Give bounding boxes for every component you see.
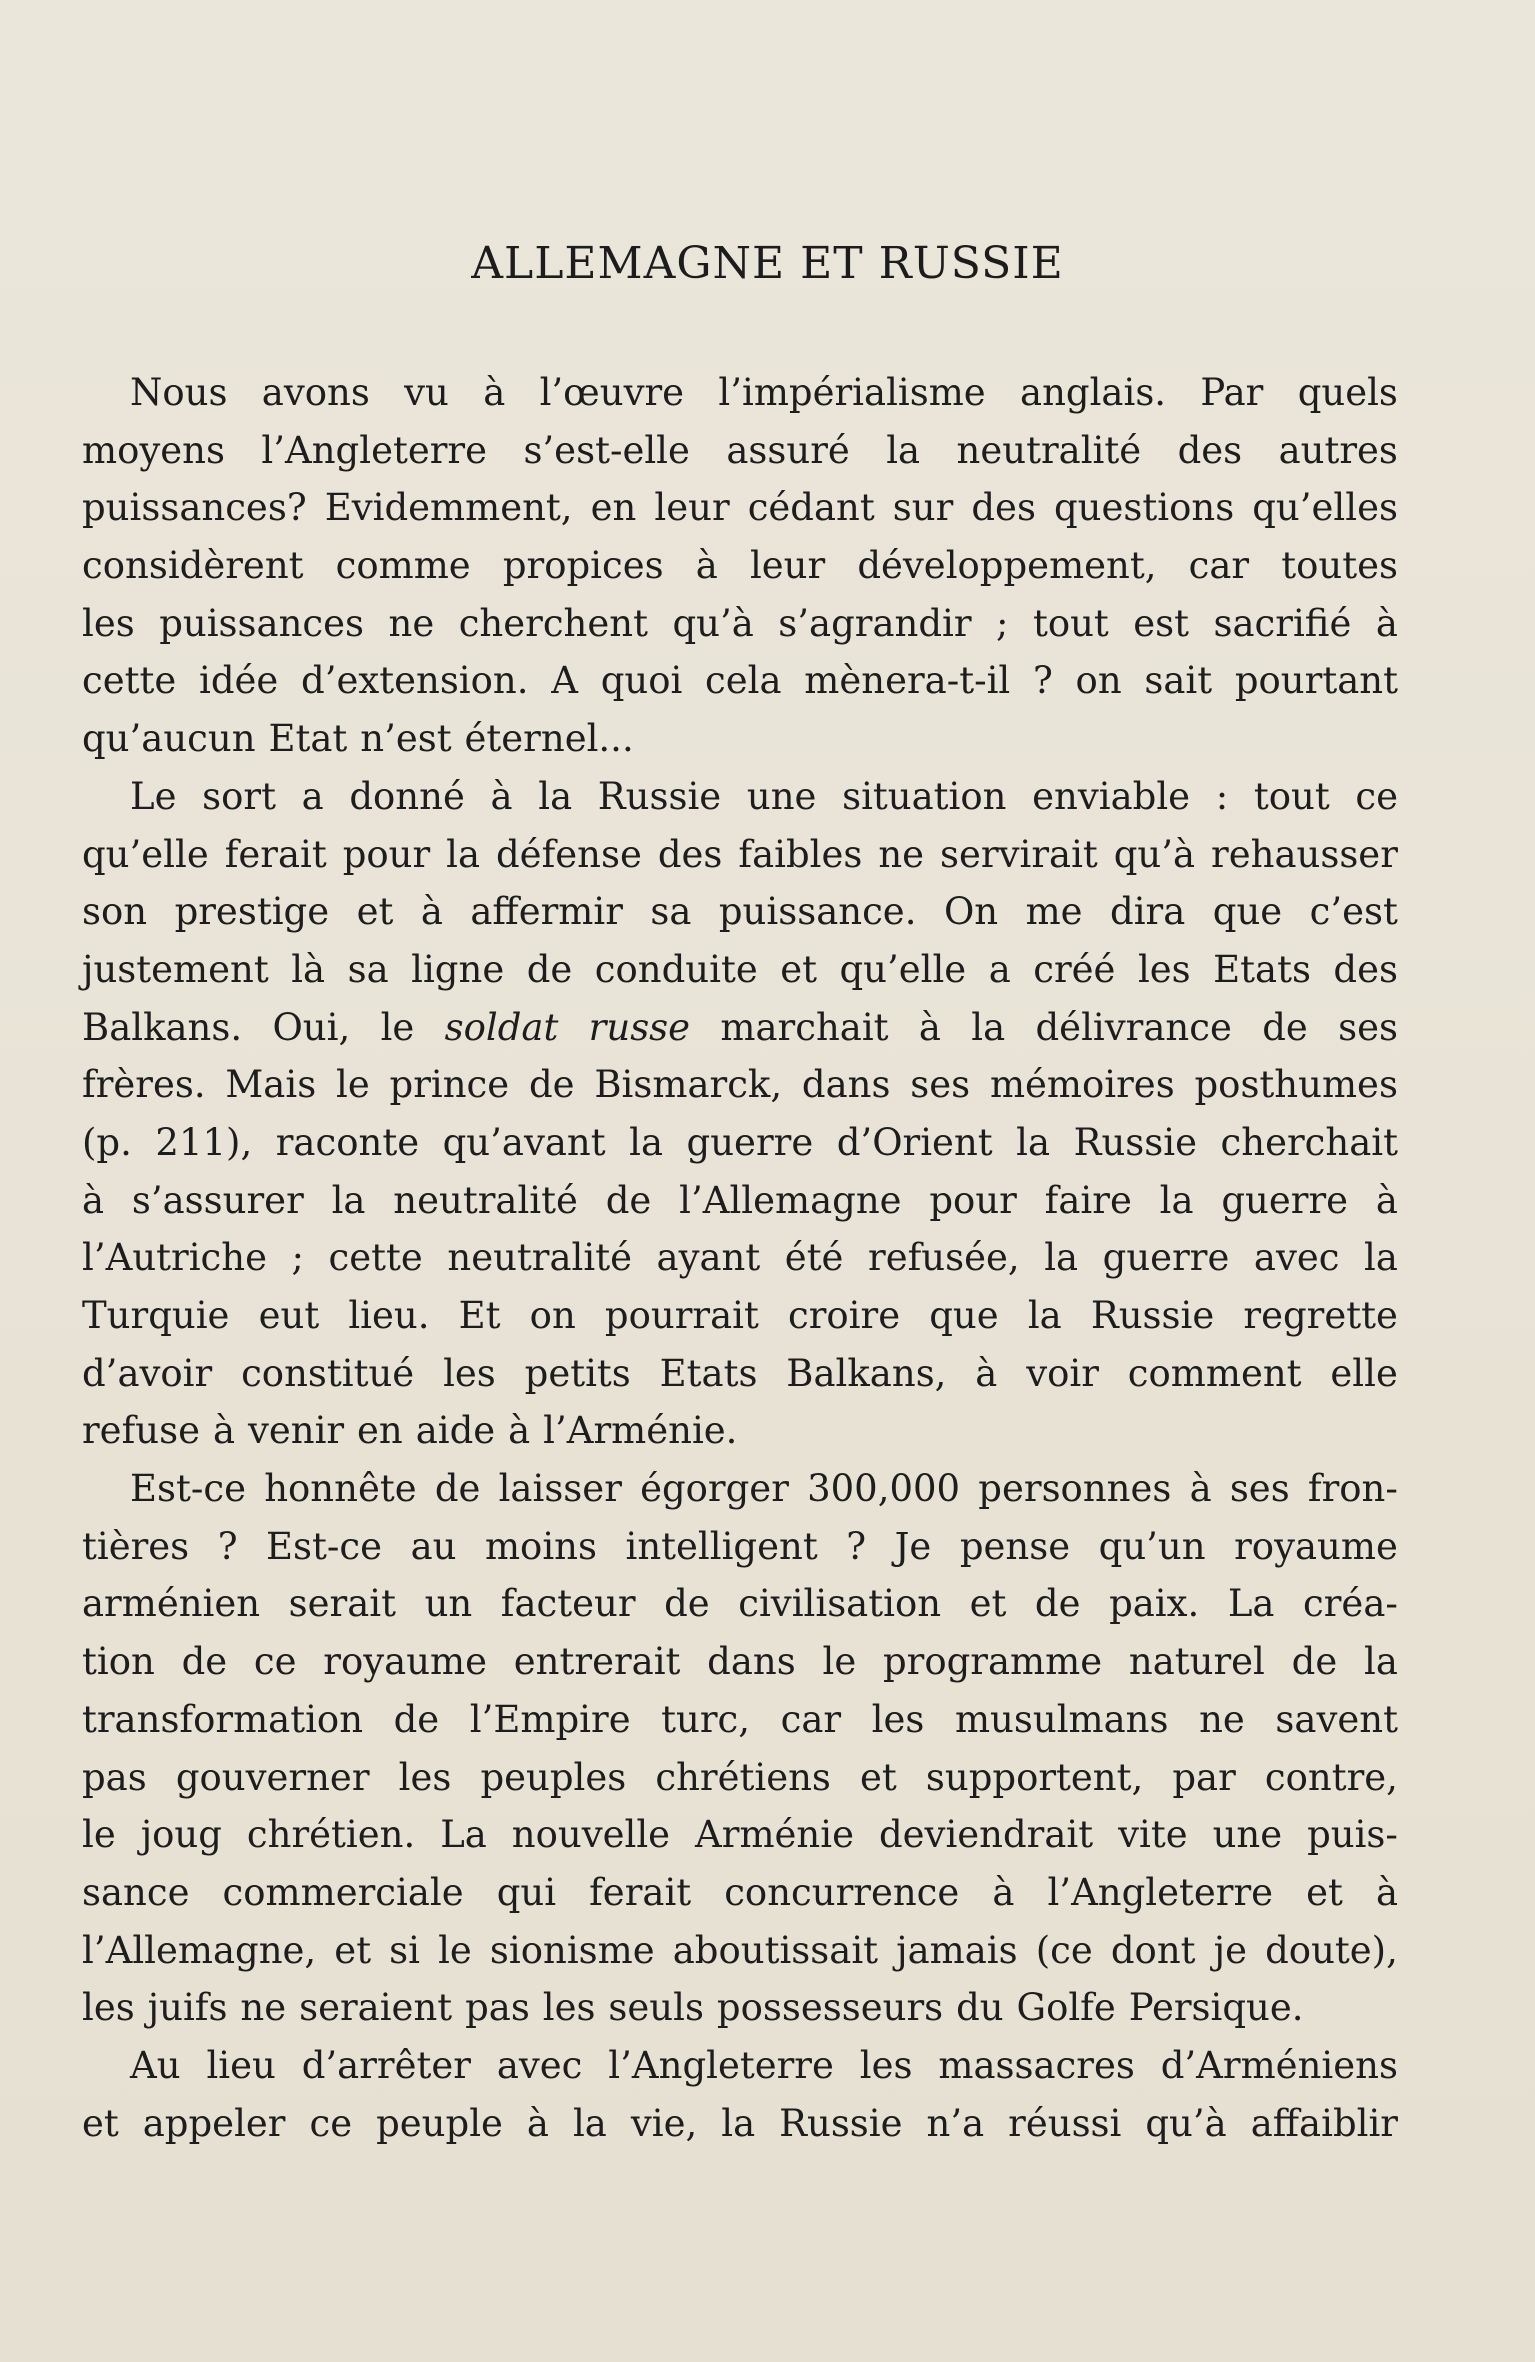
text-line: justement là sa ligne de conduite et qu’elle a créé les Etats des [82,947,1398,991]
paragraph [82,364,1398,768]
text-line: d’avoir constitué les petits Etats Balkans, à voir comment elle [82,1351,1398,1395]
text-line: qu’elle ferait pour la défense des faibles ne servirait qu’à rehausser [82,832,1398,876]
text-line: Balkans. Oui, le soldat russe marchait à la délivrance de ses [82,1005,1398,1049]
text-line: transformation de l’Empire turc, car les musulmans ne savent [82,1697,1398,1741]
paragraph [82,2037,1398,2152]
text-line: l’Allemagne, et si le sionisme aboutissait jamais (ce dont je doute), [82,1928,1398,1972]
text-line: cette idée d’extension. A quoi cela mènera-t-il ? on sait pourtant [82,659,1398,703]
paragraph [82,1460,1398,2037]
text-line: considèrent comme propices à leur développement, car toutes [82,544,1398,588]
text-line: les juifs ne seraient pas les seuls possesseurs du Golfe Persique. [82,1986,1304,2030]
text-line: tion de ce royaume entrerait dans le programme naturel de la [82,1640,1398,1684]
text-line: et appeler ce peuple à la vie, la Russie n’a réussi qu’à affaiblir [82,2101,1398,2145]
text-line: le joug chrétien. La nouvelle Arménie deviendrait vite une puis- [82,1813,1398,1857]
text-line: Le sort a donné à la Russie une situation enviable : tout ce [130,774,1398,818]
text-line: son prestige et à affermir sa puissance. On me dira que c’est [82,890,1398,934]
text-line: frères. Mais le prince de Bismarck, dans ses mémoires posthumes [82,1063,1398,1107]
text-line: tières ? Est-ce au moins intelligent ? Je pense qu’un royaume [82,1524,1398,1568]
text-line: refuse à venir en aide à l’Arménie. [82,1409,738,1453]
text-line: arménien serait un facteur de civilisation et de paix. La créa- [82,1582,1398,1626]
paragraph [82,768,1398,1460]
text-line: Au lieu d’arrêter avec l’Angleterre les massacres d’Arméniens [130,2043,1398,2087]
text-line: l’Autriche ; cette neutralité ayant été refusée, la guerre avec la [82,1236,1398,1280]
text-line: pas gouverner les peuples chrétiens et supportent, par contre, [82,1755,1398,1799]
page-body [82,364,1398,2152]
text-line: à s’assurer la neutralité de l’Allemagne pour faire la guerre à [82,1178,1398,1222]
text-line: moyens l’Angleterre s’est-elle assuré la neutralité des autres [82,428,1398,472]
text-line: Est-ce honnête de laisser égorger 300,000 personnes à ses fron- [130,1467,1398,1511]
text-line: qu’aucun Etat n’est éternel... [82,717,634,761]
chapter-title: ALLEMAGNE ET RUSSIE [471,238,1064,289]
text-line: Nous avons vu à l’œuvre l’impérialisme anglais. Par quels [130,371,1398,414]
text-line: Turquie eut lieu. Et on pourrait croire que la Russie regrette [82,1294,1398,1337]
text-line: les puissances ne cherchent qu’à s’agrandir ; tout est sacrifié à [82,601,1398,645]
text-line: puissances? Evidemment, en leur cédant sur des questions qu’elles [82,486,1398,530]
text-line: sance commerciale qui ferait concurrence à l’Angleterre et à [82,1870,1398,1914]
text-line: (p. 211), raconte qu’avant la guerre d’Orient la Russie cherchait [82,1120,1398,1164]
